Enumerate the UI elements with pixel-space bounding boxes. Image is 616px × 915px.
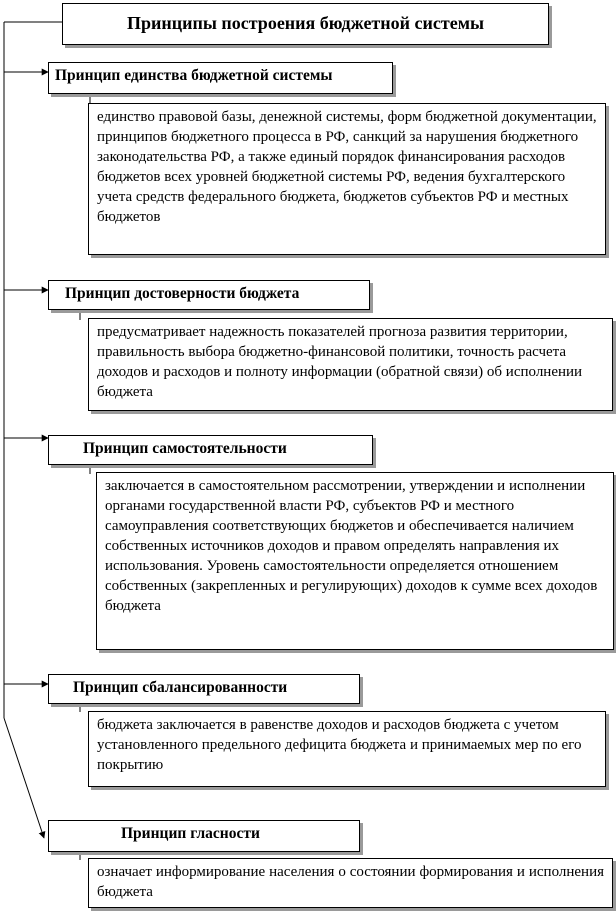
trunk-line-diagonal [4, 718, 44, 838]
principle-1-heading: Принцип единства бюджетной системы [48, 62, 393, 94]
principle-5-heading: Принцип гласности [48, 820, 360, 852]
principle-2-description: предусматривает надежность показателей прогноза развития территории, правильность выбора бюджетно-финансовой политики, точность расчета доходов и расходов и полноту информации (обратной связи) об исполнении бюджета [88, 318, 613, 411]
principle-2-heading: Принцип достоверности бюджета [48, 280, 370, 310]
principle-3-text: заключается в самостоятельном рассмотрении, утверждении и исполнении органами государственной власти РФ, субъектов РФ и местного самоуправления соответствующих бюджетов и обеспечивается наличием собственных источников доходов и правом определять направления их использования. Уровень самостоятельности определяется отношением собственных (закрепленных и регулирующих) доходов к сумме всех доходов бюджета [105, 478, 598, 614]
principle-4-description: бюджета заключается в равенстве доходов и расходов бюджета с учетом установленного предельного дефицита бюджета и принимаемых мер по его покрытию [88, 711, 606, 787]
principle-3-description [96, 472, 614, 650]
principle-3-heading: Принцип самостоятельности [48, 435, 373, 465]
principle-1-description: единство правовой базы, денежной системы, форм бюджетной документации, принципов бюджетного процесса в РФ, санкций за нарушения бюджетного законодательства РФ, а также единый порядок финансирования расходов бюджетов всех уровней бюджетной системы РФ, ведения бухгалтерского учета средств федерального бюджета, бюджетов субъектов РФ и местных бюджетов [88, 103, 606, 255]
principle-5-description: означает информирование населения о состоянии формирования и исполнения бюджета [88, 858, 613, 908]
principle-4-heading: Принцип сбалансированности [48, 674, 360, 704]
diagram-title [62, 3, 549, 45]
diagram-title-text: Принципы построения бюджетной системы [126, 13, 485, 33]
